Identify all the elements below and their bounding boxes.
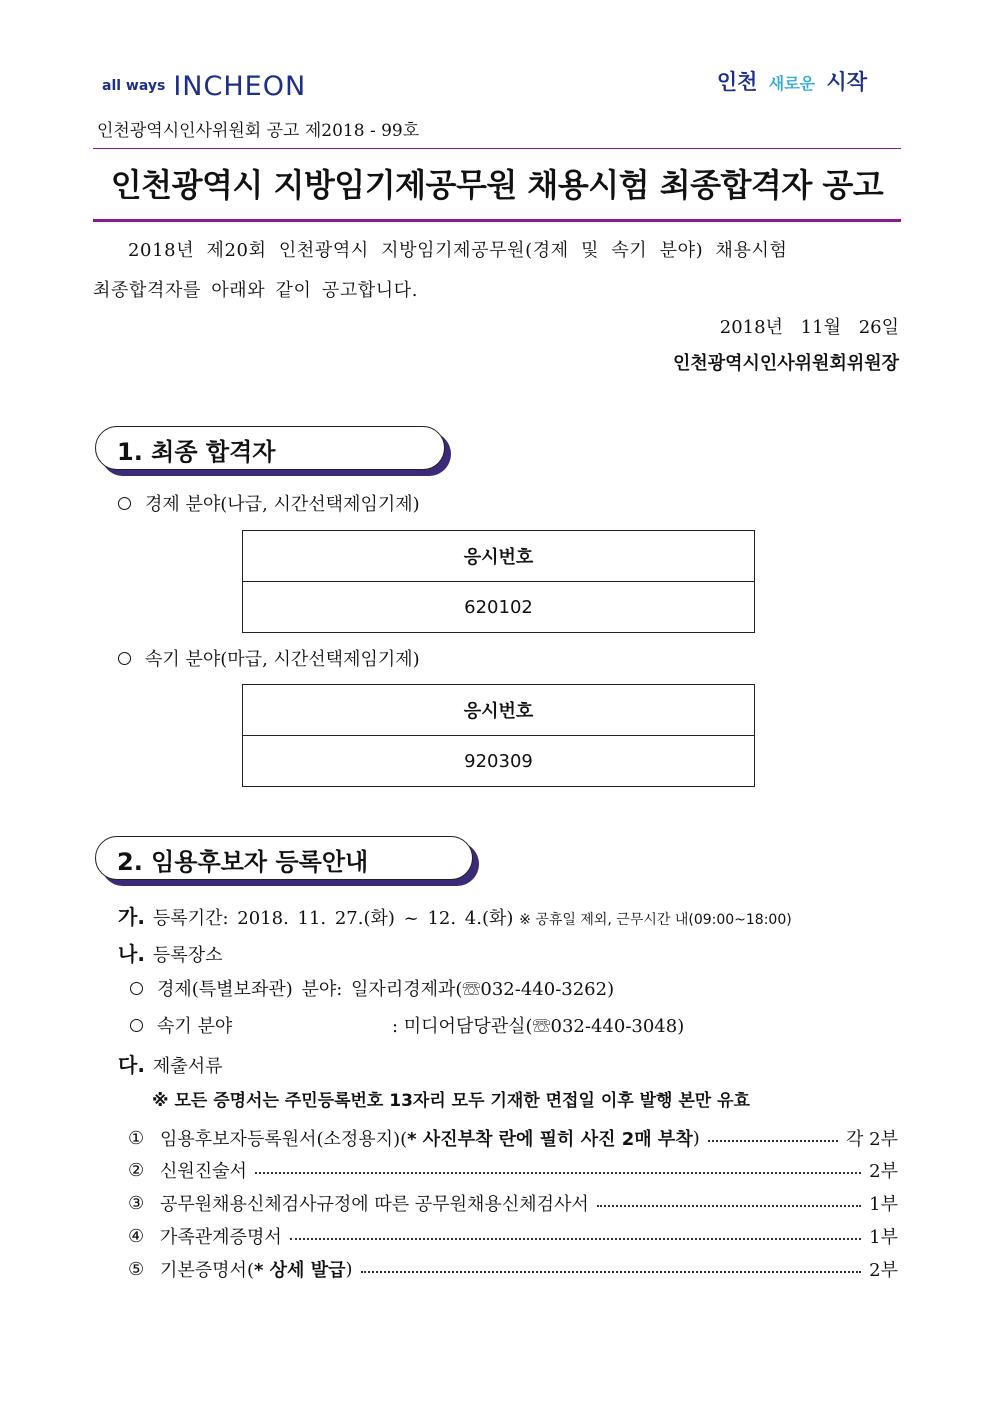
doc-number: ② <box>128 1159 145 1181</box>
place-item-text: 속기 분야 <box>157 1016 233 1037</box>
doc-item <box>128 1223 898 1249</box>
dot-leader <box>361 1270 862 1273</box>
doc-item <box>128 1125 898 1151</box>
doc-item <box>128 1157 898 1183</box>
section-1-heading <box>95 426 445 470</box>
doc-number: ③ <box>128 1192 145 1214</box>
section-1-title: 1. 최종 합격자 <box>117 438 276 466</box>
table-header: 응시번호 <box>243 531 755 582</box>
doc-item <box>128 1190 898 1216</box>
place-item-economy <box>130 975 614 1001</box>
logo-tagline: all ways <box>102 78 166 94</box>
page-title: 인천광역시 지방임기제공무원 채용시험 최종합격자 공고 <box>110 166 884 204</box>
divider-title <box>93 219 901 222</box>
item-marker: 나. <box>118 942 145 966</box>
doc-copies: 2부 <box>869 1161 898 1182</box>
place-item-text: 경제(특별보좌관) 분야: 일자리경제과(☏032-440-3262) <box>157 979 615 1000</box>
dot-leader <box>597 1204 861 1207</box>
doc-number: ④ <box>128 1225 145 1247</box>
doc-name: 임용후보자등록원서(소정용지)( <box>160 1129 408 1150</box>
docs-warning: ※ 모든 증명서는 주민등록번호 13자리 모두 기재한 면접일 이후 발행 본만 유효 <box>152 1091 750 1111</box>
dot-leader <box>255 1171 861 1174</box>
doc-copies: 1부 <box>869 1227 898 1248</box>
group-label-text: 경제 분야(나급, 시간선택제임기제) <box>145 494 420 515</box>
dot-leader <box>708 1139 838 1142</box>
section-2-title: 2. 임용후보자 등록안내 <box>117 848 369 876</box>
slogan-part-2: 새로운 <box>768 74 816 93</box>
economy-result-table <box>242 530 755 633</box>
doc-name: 공무원채용신체검사규정에 따른 공무원채용신체검사서 <box>160 1194 589 1215</box>
doc-copies: 각 2부 <box>846 1129 898 1150</box>
exam-number: 920309 <box>243 736 755 787</box>
group-stenography-label <box>118 645 420 671</box>
doc-number: ⑤ <box>128 1258 145 1280</box>
submission-docs <box>118 1049 222 1078</box>
place-item-office: : 미디어담당관실(☏032-440-3048) <box>392 1016 685 1037</box>
registration-place <box>118 938 222 967</box>
place-text: 등록장소 <box>152 945 223 966</box>
doc-name: 기본증명서( <box>160 1260 254 1281</box>
issuer-name: 인천광역시인사위원회위원장 <box>672 353 899 374</box>
table-header: 응시번호 <box>243 685 755 736</box>
incheon-logo <box>102 66 306 102</box>
notice-number: 인천광역시인사위원회 공고 제2018 - 99호 <box>97 121 420 141</box>
circle-bullet-icon <box>130 982 143 995</box>
doc-tail: ) <box>345 1258 353 1280</box>
doc-copies: 2부 <box>869 1260 898 1281</box>
slogan-logo <box>717 66 867 96</box>
doc-name: 가족관계증명서 <box>160 1227 282 1248</box>
item-marker: 가. <box>118 905 145 929</box>
intro-line-2: 최종합격자를 아래와 같이 공고합니다. <box>93 280 419 301</box>
doc-tail: ) <box>692 1127 700 1149</box>
intro-line-1: 2018년 제20회 인천광역시 지방임기제공무원(경제 및 속기 분야) 채용시험 <box>128 240 788 261</box>
circle-bullet-icon <box>118 497 131 510</box>
period-text: 등록기간: 2018. 11. 27.(화) ~ 12. 4.(화) <box>152 908 514 929</box>
period-note: ※ 공휴일 제외, 근무시간 내(09:00~18:00) <box>519 912 792 928</box>
circle-bullet-icon <box>118 652 131 665</box>
item-marker: 다. <box>118 1053 145 1077</box>
docs-text: 제출서류 <box>152 1056 223 1077</box>
doc-name: 신원진술서 <box>160 1161 247 1182</box>
logo-wordmark: INCHEON <box>173 71 307 102</box>
doc-copies: 1부 <box>869 1194 898 1215</box>
circle-bullet-icon <box>130 1019 143 1032</box>
dot-leader <box>290 1237 861 1240</box>
group-label-text: 속기 분야(마급, 시간선택제임기제) <box>145 649 420 670</box>
section-2-heading <box>95 836 473 880</box>
notice-date: 2018년 11월 26일 <box>719 317 899 338</box>
slogan-part-3: 시작 <box>826 70 867 94</box>
stenography-result-table <box>242 684 755 787</box>
registration-period <box>118 901 792 930</box>
slogan-part-1: 인천 <box>716 70 758 94</box>
place-item-stenography <box>130 1012 685 1038</box>
divider-top <box>93 148 901 149</box>
doc-number: ① <box>128 1127 145 1149</box>
exam-number: 620102 <box>243 582 755 633</box>
group-economy-label <box>118 490 420 516</box>
doc-emphasis: * 상세 발급 <box>253 1260 346 1281</box>
doc-emphasis: * 사진부착 란에 필히 사진 2매 부착 <box>407 1129 693 1150</box>
doc-item <box>128 1256 898 1282</box>
